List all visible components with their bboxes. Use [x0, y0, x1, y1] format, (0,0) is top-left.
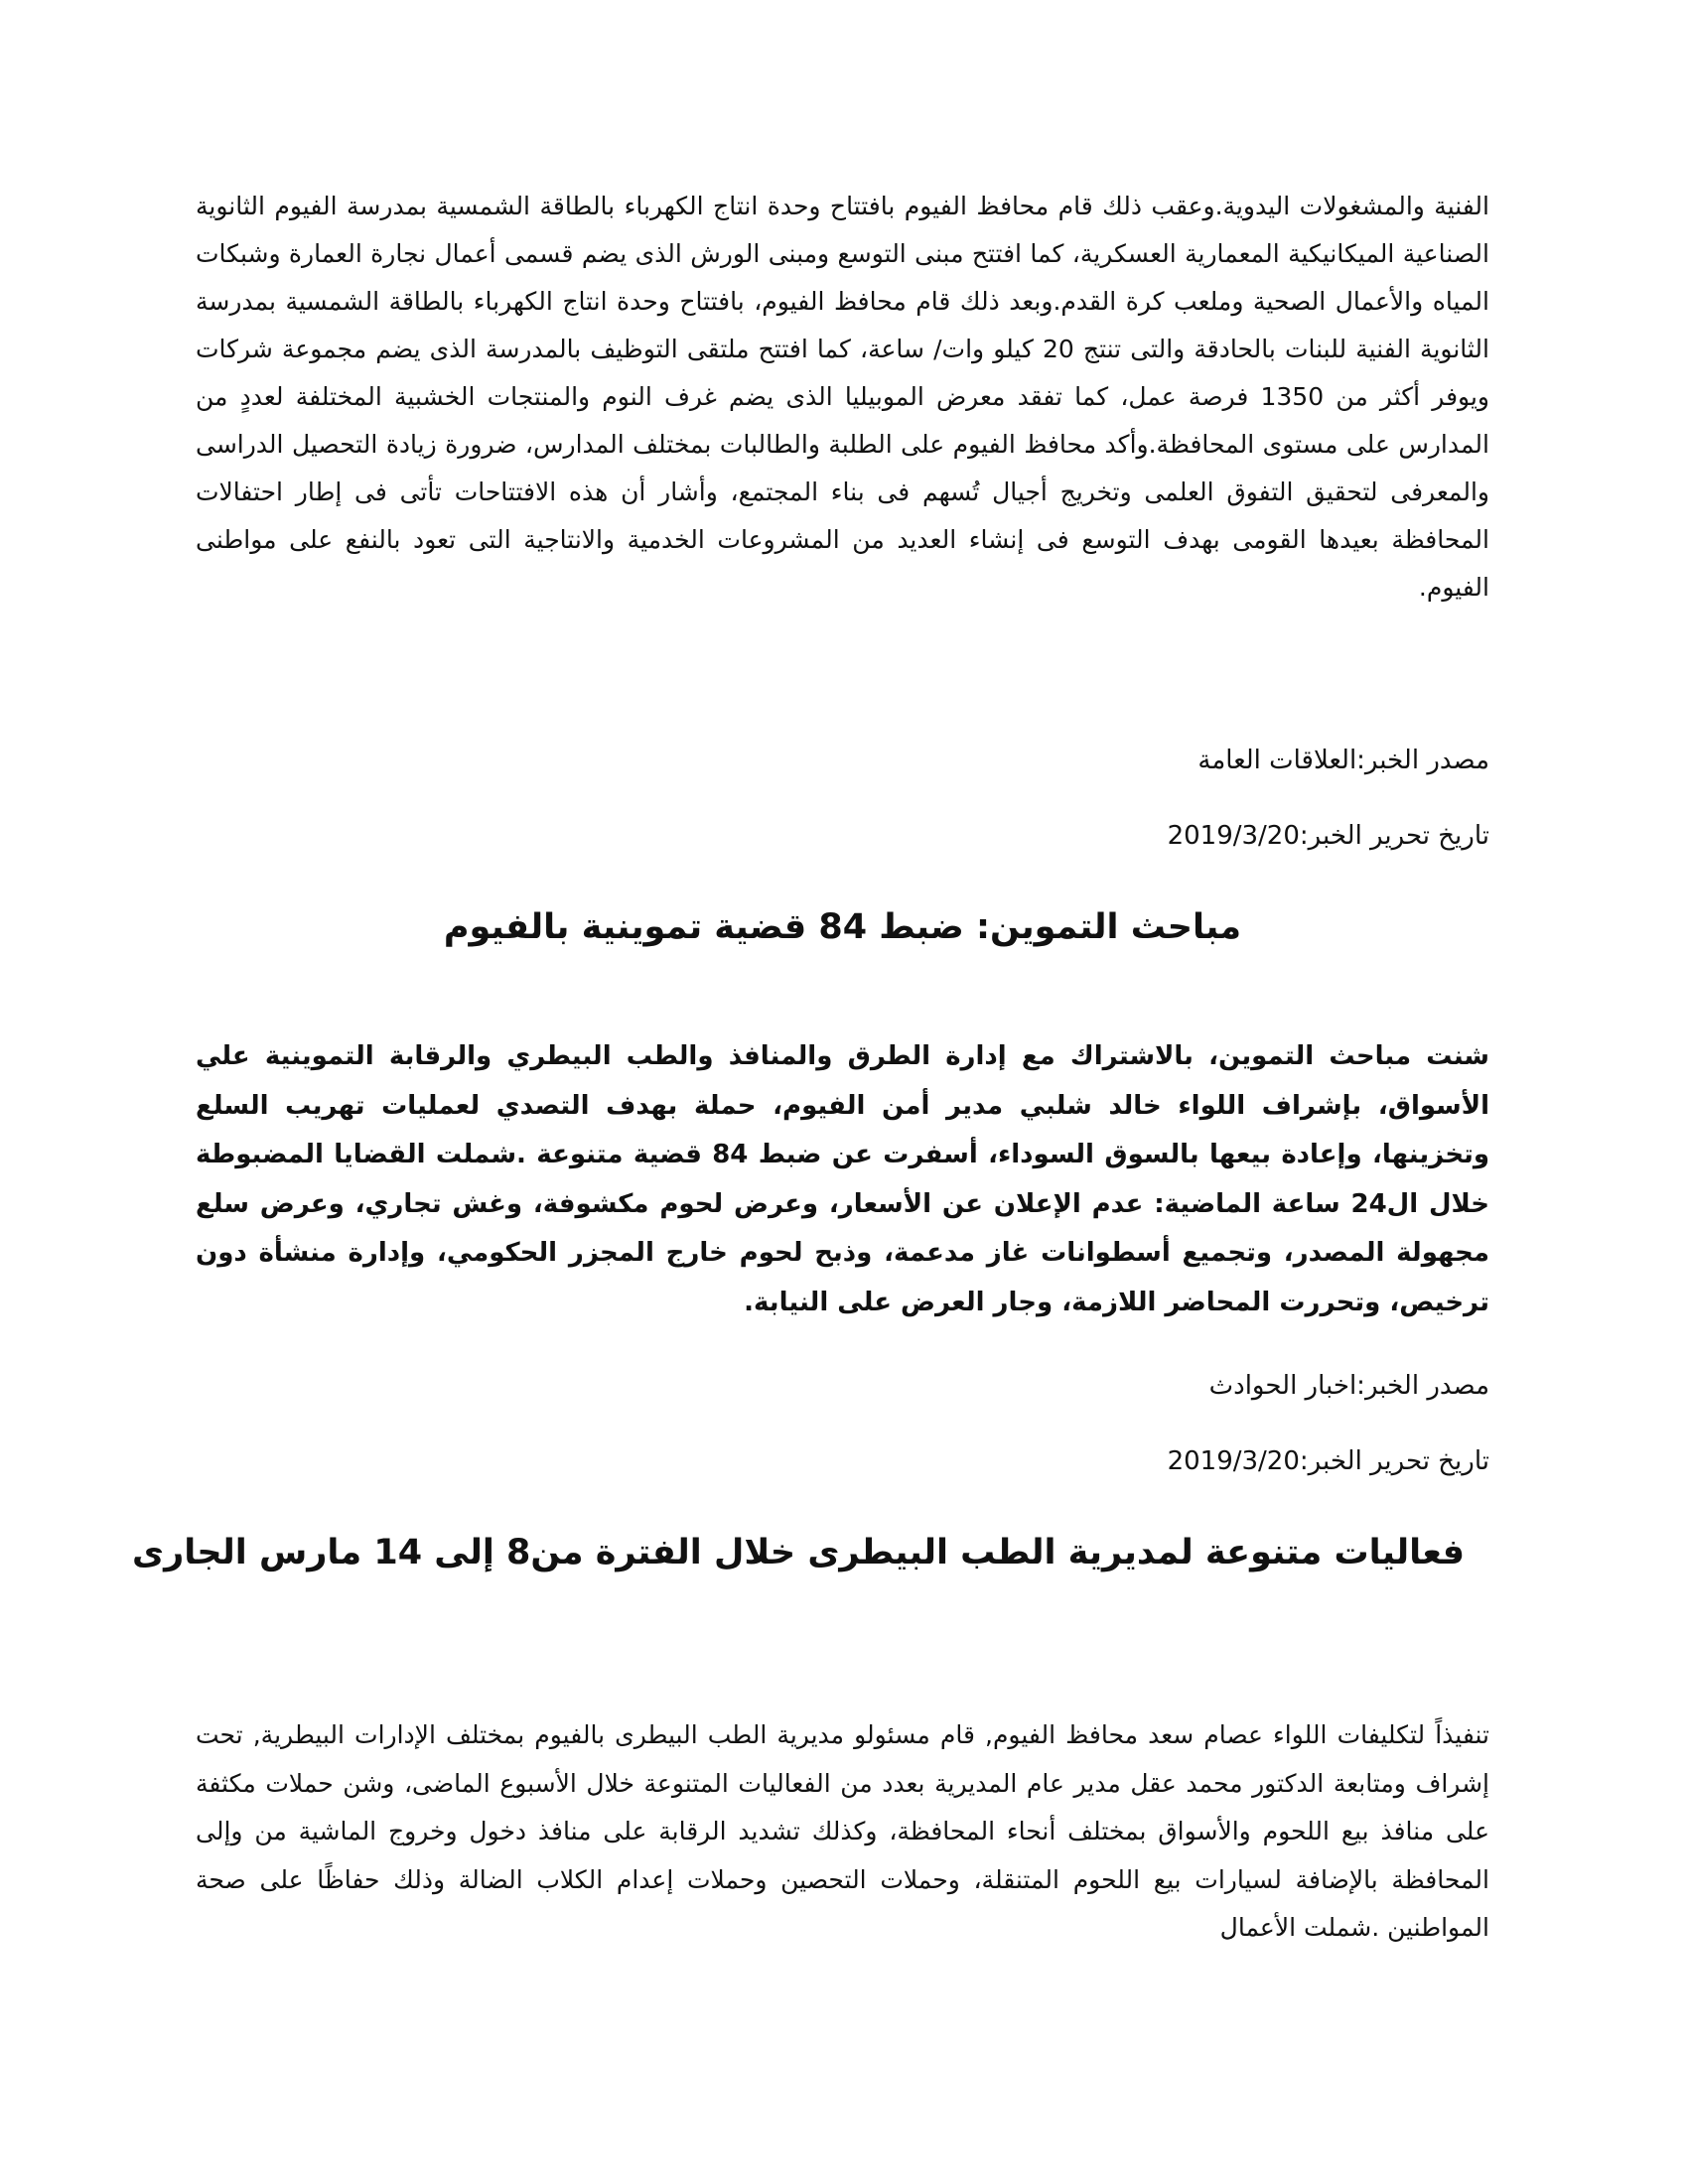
article1-body: الفنية والمشغولات اليدوية.وعقب ذلك قام محافظ الفيوم بافتتاح وحدة انتاج الكهرباء بالطاقة الشمسية بمدرسة الفيوم الثانوية الصناعية الميكانيكية المعمارية العسكرية، كما افتتح مبنى التوسع ومبنى الورش الذى يضم قسمى أعمال نجارة العمارة وشبكات المياه والأعمال الصحية وملعب كرة القدم.وبعد ذلك قام محافظ الفيوم، بافتتاح وحدة انتاج الكهرباء بالطاقة الشمسية بمدرسة الثانوية الفنية للبنات بالحادقة والتى تنتج 20 كيلو وات/ ساعة، كما افتتح ملتقى التوظيف بالمدرسة الذى يضم مجموعة شركات ويوفر أكثر من 1350 فرصة عمل، كما تفقد معرض الموبيليا الذى يضم غرف النوم والمنتجات الخشبية المختلفة لعددٍ من المدارس على مستوى المحافظة.وأكد محافظ الفيوم على الطلبة والطالبات بمختلف المدارس، ضرورة زيادة التحصيل الدراسى والمعرفى لتحقيق التفوق العلمى وتخريج أجيال تُسهم فى بناء المجتمع، وأشار أن هذه الافتتاحات تأتى فى إطار احتفالات المحافظة بعيدها القومى بهدف التوسع فى إنشاء العديد من المشروعات الخدمية والانتاجية التى تعود بالنفع على مواطنى الفيوم. — [196, 192, 1490, 602]
article1-date: تاريخ تحرير الخبر:2019/3/20 — [1167, 821, 1489, 851]
article2-date: تاريخ تحرير الخبر:2019/3/20 — [1167, 1446, 1489, 1476]
article3-title: فعاليات متنوعة لمديرية الطب البيطرى خلال الفترة من8 إلى 14 مارس الجارى — [132, 1533, 1465, 1572]
article2-body: شنت مباحث التموين، بالاشتراك مع إدارة الطرق والمنافذ والطب البيطري والرقابة التموينية علي الأسواق، بإشراف اللواء خالد شلبي مدير أمن الفيوم، حملة بهدف التصدي لعمليات تهريب السلع وتخزينها، وإعادة بيعها بالسوق السوداء، أسفرت عن ضبط 84 قضية متنوعة .شملت القضايا المضبوطة خلال ال24 ساعة الماضية: عدم الإعلان عن الأسعار، وعرض لحوم مكشوفة، وغش تجاري، وعرض سلع مجهولة المصدر، وتجميع أسطوانات غاز مدعمة، وذبح لحوم خارج المجزر الحكومي، وإدارة منشأة دون ترخيص، وتحررت المحاضر اللازمة، وجار العرض على النيابة. — [196, 1041, 1489, 1317]
article1-source: مصدر الخبر:العلاقات العامة — [1197, 746, 1489, 775]
document-page — [132, 0, 1490, 2184]
article2-source: مصدر الخبر:اخبار الحوادث — [1208, 1371, 1489, 1401]
article2-title: مباحث التموين: ضبط 84 قضية تموينية بالفيوم — [443, 907, 1242, 947]
article3-body: تنفيذاً لتكليفات اللواء عصام سعد محافظ الفيوم, قام مسئولو مديرية الطب البيطرى بالفيوم بمختلف الإدارات البيطرية, تحت إشراف ومتابعة الدكتور محمد عقل مدير عام المديرية بعدد من الفعاليات المتنوعة خلال الأسبوع الماضى، وشن حملات مكثفة على منافذ بيع اللحوم والأسواق بمختلف أنحاء المحافظة، وكذلك تشديد الرقابة على منافذ دخول وخروج الماشية من وإلى المحافظة بالإضافة لسيارات بيع اللحوم المتنقلة، وحملات التحصين وحملات إعدام الكلاب الضالة وذلك حفاظًا على صحة المواطنين .شملت الأعمال — [196, 1720, 1489, 1942]
